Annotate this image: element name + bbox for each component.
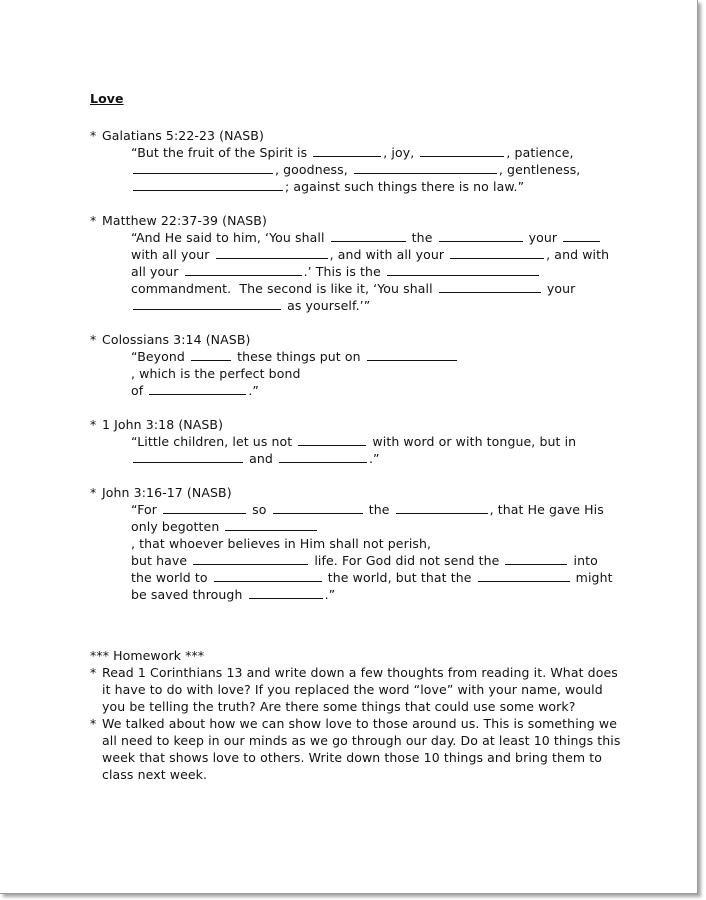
- verse-text: .”: [248, 383, 259, 398]
- reference-text: 1 John 3:18 (NASB): [102, 417, 224, 432]
- verse-line: [131, 569, 618, 586]
- verse-text: the: [407, 230, 437, 245]
- verse-text: , goodness,: [275, 162, 352, 177]
- scripture-section: [90, 484, 630, 603]
- verse-body: [131, 348, 618, 399]
- verse-text: so: [248, 502, 271, 517]
- scripture-section: [90, 331, 630, 399]
- verse-text: as yourself.’”: [283, 298, 371, 313]
- fill-in-blank: [331, 229, 406, 242]
- page-title: Love: [90, 91, 124, 106]
- fill-in-blank: [298, 433, 366, 446]
- verse-text: , patience,: [506, 145, 574, 160]
- verse-text: with all your: [131, 247, 214, 262]
- verse-text: be saved through: [131, 587, 247, 602]
- verse-line: [131, 246, 618, 263]
- fill-in-blank: [505, 552, 567, 565]
- fill-in-blank: [225, 518, 317, 531]
- fill-in-blank: [563, 229, 600, 242]
- verse-text: only begotten: [131, 519, 224, 534]
- homework-item: [90, 664, 630, 715]
- verse-text: , that whoever believes in Him shall not perish,: [131, 536, 432, 551]
- verse-line: [131, 229, 618, 246]
- fill-in-blank: [439, 229, 523, 242]
- verse-line: [131, 280, 618, 297]
- verse-text: “And He said to him, ‘You shall: [131, 230, 329, 245]
- verse-text: your: [542, 281, 576, 296]
- homework-list: [90, 664, 630, 783]
- fill-in-blank: [450, 246, 544, 259]
- homework-text: Read 1 Corinthians 13 and write down a few thoughts from reading it. What does it have to do with love? If you replaced the word “love” with your name, would you be telling the truth? Are there some things that could use some work?: [102, 665, 618, 714]
- fill-in-blank: [193, 552, 308, 565]
- verse-text: these things put on: [233, 349, 365, 364]
- fill-in-blank: [387, 263, 539, 276]
- verse-text: .’ This is the: [303, 264, 385, 279]
- fill-in-blank: [191, 348, 231, 361]
- reference-text: Galatians 5:22-23 (NASB): [102, 128, 264, 143]
- verse-text: commandment. The second is like it, ‘You shall: [131, 281, 437, 296]
- verse-text: “Little children, let us not: [131, 434, 297, 449]
- verse-text: of: [131, 383, 148, 398]
- verse-text: life. For God did not send the: [310, 553, 504, 568]
- verse-text: .”: [324, 587, 336, 602]
- verse-body: [131, 501, 618, 603]
- fill-in-blank: [478, 569, 570, 582]
- verse-text: the world to: [131, 570, 212, 585]
- verse-text: into: [569, 553, 598, 568]
- bullet-star: *: [90, 485, 97, 500]
- verse-text: “Beyond: [131, 349, 190, 364]
- fill-in-blank: [396, 501, 488, 514]
- verse-text: , joy,: [383, 145, 419, 160]
- scripture-section: [90, 416, 630, 467]
- reference-text: John 3:16-17 (NASB): [102, 485, 232, 500]
- verse-text: all your: [131, 264, 183, 279]
- verse-text: “But the fruit of the Spirit is: [131, 145, 312, 160]
- fill-in-blank: [185, 263, 302, 276]
- fill-in-blank: [367, 348, 457, 361]
- fill-in-blank: [149, 382, 246, 395]
- fill-in-blank: [214, 569, 322, 582]
- verse-body: [131, 229, 618, 314]
- verse-line: [131, 586, 618, 603]
- verse-text: but have: [131, 553, 192, 568]
- verse-text: the: [364, 502, 394, 517]
- verse-text: , which is the perfect bond: [131, 366, 301, 381]
- reference-text: Matthew 22:37-39 (NASB): [102, 213, 267, 228]
- reference-text: Colossians 3:14 (NASB): [102, 332, 251, 347]
- verse-text: with word or with tongue, but in: [368, 434, 577, 449]
- fill-in-blank: [354, 161, 497, 174]
- verse-line: [131, 297, 618, 314]
- bullet-star: *: [90, 213, 97, 228]
- fill-in-blank: [133, 450, 243, 463]
- verse-line: [131, 382, 618, 399]
- verse-line: [131, 518, 618, 552]
- homework-heading: *** Homework ***: [90, 648, 205, 663]
- fill-in-blank: [273, 501, 363, 514]
- verse-line: [131, 263, 618, 280]
- scripture-section: [90, 212, 630, 314]
- verse-text: ; against such things there is no law.”: [285, 179, 525, 194]
- fill-in-blank: [133, 161, 273, 174]
- verse-text: and: [245, 451, 277, 466]
- page-content: [90, 90, 630, 783]
- verse-text: , that He gave His: [489, 502, 604, 517]
- verse-text: your: [524, 230, 562, 245]
- verse-text: , and with: [546, 247, 610, 262]
- verse-line: [131, 178, 618, 195]
- verse-text: , gentleness,: [498, 162, 581, 177]
- scripture-reference: [90, 331, 630, 348]
- verse-line: [131, 433, 618, 450]
- fill-in-blank: [133, 297, 281, 310]
- bullet-star: *: [90, 332, 97, 347]
- scripture-reference: [90, 212, 630, 229]
- homework-item: [90, 715, 630, 783]
- verse-text: “For: [131, 502, 162, 517]
- verse-line: [131, 450, 618, 467]
- fill-in-blank: [420, 144, 504, 157]
- fill-in-blank: [163, 501, 246, 514]
- verse-line: [131, 161, 618, 178]
- fill-in-blank: [313, 144, 381, 157]
- fill-in-blank: [249, 586, 323, 599]
- scripture-reference: [90, 127, 630, 144]
- scripture-sections: [90, 127, 630, 603]
- verse-body: [131, 433, 618, 467]
- bullet-star: *: [90, 716, 97, 731]
- scripture-section: [90, 127, 630, 195]
- scripture-reference: [90, 416, 630, 433]
- homework-text: We talked about how we can show love to those around us. This is something we all need to keep in our minds as we go through our day. Do at least 10 things this week that shows love to others. Write down those 10 things and bring them to class next week.: [102, 716, 621, 782]
- verse-text: .”: [368, 451, 380, 466]
- fill-in-blank: [439, 280, 541, 293]
- verse-text: the world, but that the: [323, 570, 476, 585]
- fill-in-blank: [216, 246, 328, 259]
- fill-in-blank: [133, 178, 283, 191]
- verse-text: , and with all your: [329, 247, 449, 262]
- bullet-star: *: [90, 417, 97, 432]
- scripture-reference: [90, 484, 630, 501]
- verse-line: [131, 552, 618, 569]
- fill-in-blank: [279, 450, 367, 463]
- verse-text: might: [571, 570, 613, 585]
- verse-line: [131, 144, 618, 161]
- bullet-star: *: [90, 665, 97, 680]
- bullet-star: *: [90, 128, 97, 143]
- verse-body: [131, 144, 618, 195]
- verse-line: [131, 501, 618, 518]
- verse-line: [131, 348, 618, 382]
